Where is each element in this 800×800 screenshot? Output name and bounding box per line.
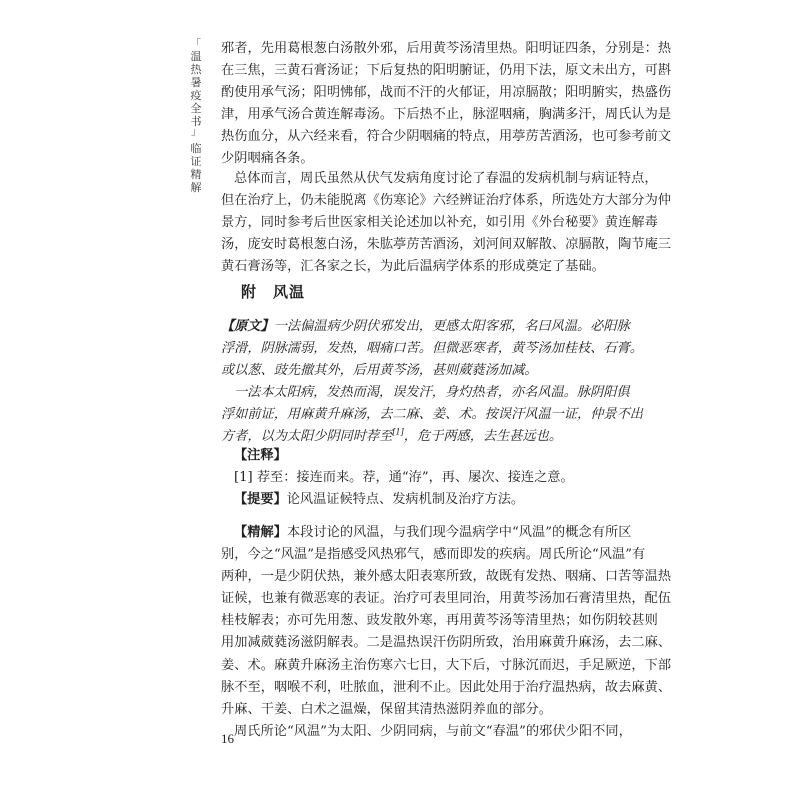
analysis-block bbox=[221, 522, 672, 743]
paragraph-line: 总体而言，周氏虽然从伏气发病角度讨论了春温的发病机制与病证特点， bbox=[234, 171, 658, 186]
analysis-line: 桂枝解表；亦可先用葱、豉发散外寒，再用黄芩汤等清里热；如伤阴较甚则 bbox=[221, 613, 658, 629]
last-paragraph-line: 周氏所论“风温”为太阳、少阴同病，与前文“春温”的邪伏少阳不同， bbox=[234, 723, 632, 739]
original-text-content: 一法偏温病少阴伏邪发出，更感太阳客邪，名曰风温。必阳脉 bbox=[273, 319, 630, 334]
original-text-line: 浮如前证，用麻黄升麻汤，去二麻、姜、术。按误汗风温一证，仲景不出 bbox=[221, 407, 643, 423]
paragraph-line: 在三焦，三黄石膏汤证；下后复热的阳明腑证，仍用下法，原文未出方，可斟 bbox=[221, 63, 672, 79]
summary-line bbox=[221, 489, 597, 511]
analysis-label: 【精解】 bbox=[234, 525, 287, 540]
running-head-bracket-top: 「 bbox=[191, 39, 201, 50]
original-text-label: 【原文】 bbox=[221, 319, 274, 334]
footnote-reference: [1] bbox=[392, 428, 404, 438]
paragraph-line: 热伤血分，从六经来看，符合少阴咽痛的特点，用葶苈苦酒汤，也可参考前文 bbox=[221, 129, 672, 145]
notes-item: [1] 荐至：接连而来。荐，通“洊”，再、屡次、接连之意。 bbox=[234, 470, 574, 486]
section-heading-title: 风温 bbox=[273, 283, 306, 301]
original-text-block bbox=[221, 316, 643, 449]
analysis-line: 证候，也兼有微恶寒的表证。治疗可表里同治，用黄芩汤加石膏清里热，配伍 bbox=[221, 591, 672, 607]
paragraph-line: 少阴咽痛各条。 bbox=[221, 151, 314, 167]
paragraph-1 bbox=[221, 38, 672, 171]
summary-text: 论风温证候特点、发病机制及治疗方法。 bbox=[286, 492, 525, 508]
summary-label: 【提要】 bbox=[234, 492, 287, 508]
paragraph-line: 酌使用承气汤；阳明怫郁，战而不汗的火郁证，用凉膈散；阳明腑实，热盛伤 bbox=[221, 85, 672, 101]
analysis-line: 升麻、干姜、白术之温燥，保留其清热滋阴养血的部分。 bbox=[221, 701, 552, 717]
paragraph-line: 汤，庞安时葛根葱白汤，朱肱葶苈苦酒汤，刘河间双解散、凉膈散，陶节庵三 bbox=[221, 237, 672, 253]
section-heading-prefix: 附 bbox=[241, 283, 258, 301]
analysis-line: 姜、术。麻黄升麻汤主治伤寒六七日，大下后，寸脉沉而迟，手足厥逆，下部 bbox=[221, 657, 672, 673]
notes-block bbox=[221, 445, 597, 511]
running-head-book-title: 温热暑疫全书 bbox=[190, 50, 202, 128]
paragraph-line: 景方，同时参考后世医家相关论述加以补充，如引用《外台秘要》黄连解毒 bbox=[221, 215, 658, 231]
analysis-line bbox=[221, 522, 632, 544]
notes-label: 【注释】 bbox=[234, 448, 287, 463]
analysis-content: 本段讨论的风温，与我们现今温病学中“风温”的概念有所区 bbox=[286, 525, 632, 540]
original-text-line: 浮滑，阴脉濡弱，发热，咽痛口苦。但微恶寒者，黄芩汤加桂枝、石膏。 bbox=[221, 341, 643, 357]
original-text-line: 或以葱、豉先撤其外，后用黄芩汤，甚则葳蕤汤加减。 bbox=[221, 363, 538, 379]
analysis-line: 用加减葳蕤汤滋阴解表。二是温热误汗伤阴所致，治用麻黄升麻汤，去二麻、 bbox=[221, 635, 672, 651]
original-text-line: 一法本太阳病，发热而渴，误发汗，身灼热者，亦名风温。脉阴阳俱 bbox=[234, 385, 630, 401]
original-text-content: 方者，以为太阳少阴同时荐至 bbox=[221, 429, 393, 445]
page-number: 16 bbox=[221, 731, 234, 746]
original-text-content: ，危于两感，去生甚远也。 bbox=[403, 429, 563, 445]
paragraph-line: 津，用承气汤合黄连解毒汤。下后热不止，脉涩咽痛，胸满多汗，周氏认为是 bbox=[221, 107, 672, 123]
paragraph-line: 黄石膏汤等，汇各家之长，为此后温病学体系的形成奠定了基础。 bbox=[221, 259, 605, 275]
original-text-line bbox=[221, 316, 630, 338]
paragraph-2 bbox=[221, 168, 672, 278]
analysis-line: 两种，一是少阴伏热，兼外感太阳表寒所致，故既有发热、咽痛、口苦等温热 bbox=[221, 569, 672, 585]
running-head bbox=[186, 40, 206, 194]
paragraph-line: 邪者，先用葛根葱白汤散外邪，后用黄芩汤清里热。阳明证四条，分别是：热 bbox=[221, 41, 672, 56]
section-heading bbox=[241, 281, 305, 302]
running-head-section: 临证精解 bbox=[190, 142, 202, 194]
analysis-line: 别，今之“风温”是指感受风热邪气，感而即发的疾病。周氏所论“风温”有 bbox=[221, 547, 646, 563]
analysis-line: 脉不至，咽喉不利，吐脓血，泄利不止。因此处用于治疗温热病，故去麻黄、 bbox=[221, 679, 672, 695]
paragraph-line: 但在治疗上，仍未能脱离《伤寒论》六经辨证治疗体系，所选处方大部分为仲 bbox=[221, 193, 672, 209]
running-head-bracket-bottom: 」 bbox=[191, 127, 201, 138]
